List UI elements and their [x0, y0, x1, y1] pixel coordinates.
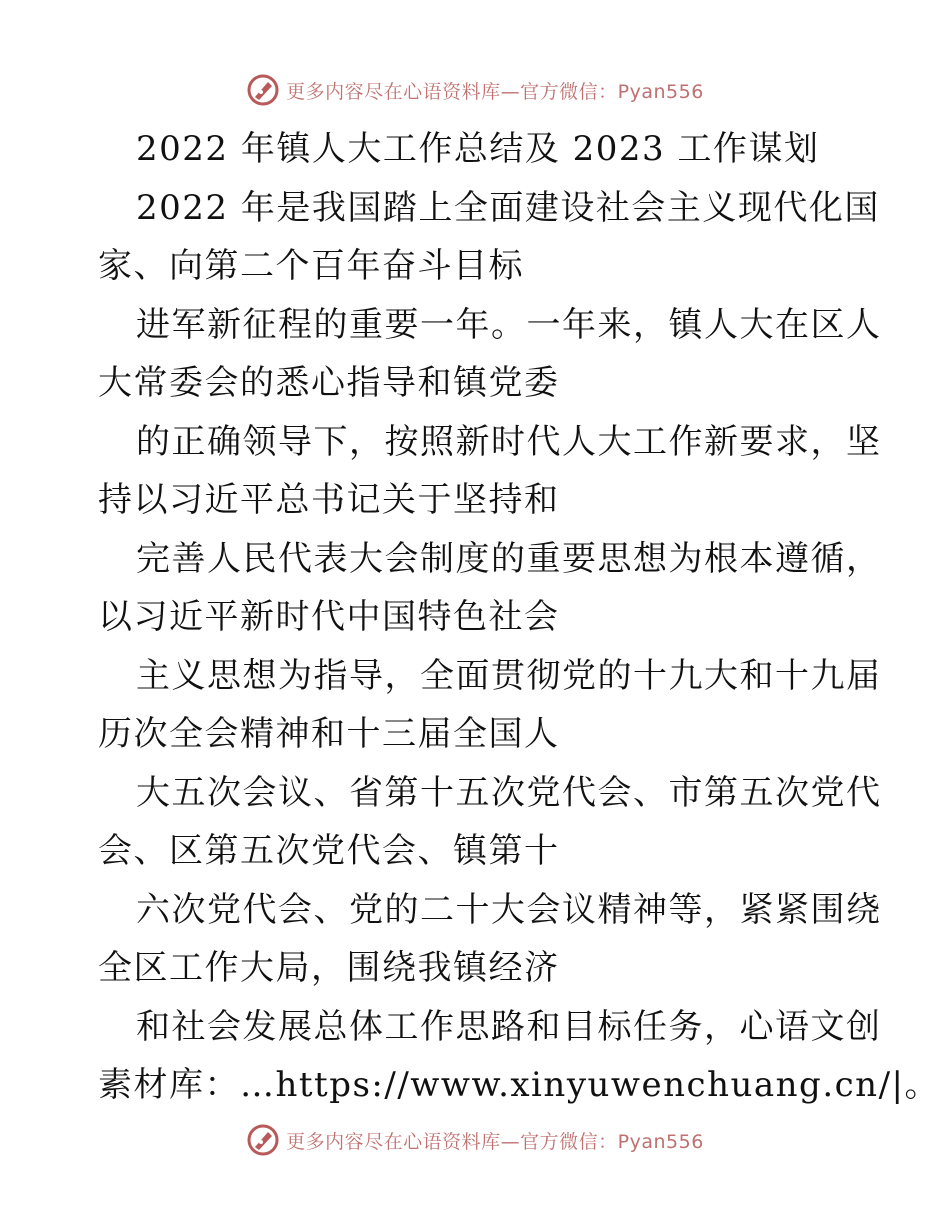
document-body [98, 120, 940, 1115]
paragraph-line: 完善人民代表大会制度的重要思想为根本遵循， [136, 538, 882, 579]
paragraph-line: 进军新征程的重要一年。一年来，镇人大在区人 [136, 304, 882, 345]
paragraph-line: 全区工作大局，围绕我镇经济 [98, 948, 560, 988]
paragraph-line-with-url: 素材库：…https://www.xinyuwenchuang.cn/|。 [98, 1065, 940, 1105]
paragraph-line: 家、向第二个百年奋斗目标 [98, 246, 524, 286]
footer-banner-text: 更多内容尽在心语资料库—官方微信：Pyan556 [286, 1130, 704, 1153]
pen-nib-logo-icon [246, 73, 280, 107]
paragraph-line: 主义思想为指导，全面贯彻党的十九大和十九届 [136, 655, 882, 696]
paragraph-line: 以习近平新时代中国特色社会 [98, 597, 560, 637]
paragraph-line: 会、区第五次党代会、镇第十 [98, 831, 560, 871]
document-title: 2022 年镇人大工作总结及 2023 工作谋划 [136, 129, 820, 169]
paragraph-line: 的正确领导下，按照新时代人大工作新要求，坚 [136, 421, 882, 462]
paragraph-line: 历次全会精神和十三届全国人 [98, 714, 560, 754]
header-banner-text: 更多内容尽在心语资料库—官方微信：Pyan556 [286, 80, 704, 103]
paragraph-line: 大常委会的悉心指导和镇党委 [98, 363, 560, 403]
header-banner [0, 70, 950, 110]
pen-nib-logo-icon [246, 1123, 280, 1157]
paragraph-line: 和社会发展总体工作思路和目标任务，心语文创 [136, 1006, 882, 1047]
footer-banner [0, 1120, 950, 1160]
paragraph-line: 大五次会议、省第十五次党代会、市第五次党代 [136, 772, 882, 813]
paragraph-line: 持以习近平总书记关于坚持和 [98, 480, 560, 520]
paragraph-line: 六次党代会、党的二十大会议精神等，紧紧围绕 [136, 889, 882, 930]
paragraph-line: 2022 年是我国踏上全面建设社会主义现代化国 [136, 187, 880, 228]
